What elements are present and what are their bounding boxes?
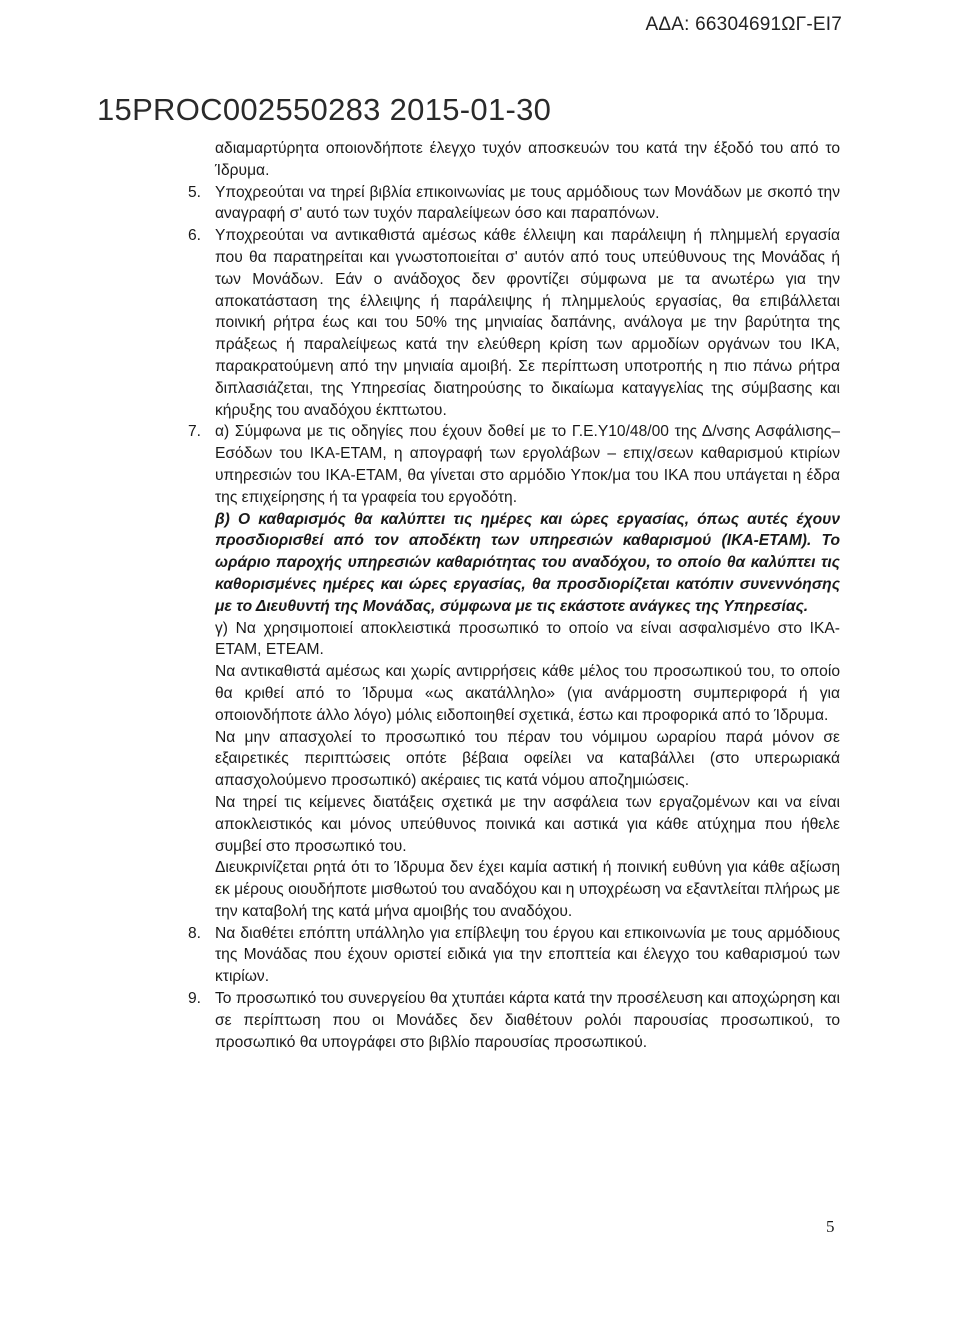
- item-number: 7.: [188, 423, 202, 441]
- intro-paragraph: αδιαμαρτύρητα οποιονδήποτε έλεγχο τυχόν αποσκευών του κατά την έξοδό του από το Ίδρυμα.: [215, 140, 840, 179]
- item-text: Υποχρεούται να αντικαθιστά αμέσως κάθε έλλειψη και παράλειψη ή πλημμελή εργασία που θα παρατηρείται και γνωστοποιείται σ' αυτόν από τους υπεύθυνους της Μονάδας ή των Μονάδων. Εάν ο ανάδοχος δεν φροντίζει σύμφωνα με τα ανωτέρω για την αποκατάσταση της έλλειψης ή παράλειψης ή πλημμελούς εργασίας, θα επιβάλλεται ποινική ρήτρα έως και του 50% της μηνιαίας δαπάνης, ανάλογα με την βαρύτητα της πράξεως ή παραλείψεως κατά την ελεύθερη κρίση των αρμοδίων οργάνων του ΙΚΑ, παρακρατούμενη από την μηνιαία αμοιβή. Σε περίπτωση υποτροπής η πιο πάνω ρήτρα διπλασιάζεται, της Υπηρεσίας διατηρούσης το δικαίωμα καταγγελίας της σύμβασης και κήρυξης του αναδόχου έκπτωτου.: [215, 227, 840, 419]
- document-body: [188, 138, 840, 1053]
- list-item-5: [188, 182, 840, 226]
- item-7-paragraph: Να μην απασχολεί το προσωπικό του πέραν του νόμιμου ωραρίου παρά μόνον σε εξαιρετικές περιπτώσεις οπότε βέβαια οφείλει να καταβάλλει (στο υπερωριακά απασχολούμενο προσωπικό) ακέραιες τις κατά νόμου αποζημιώσεις.: [215, 728, 840, 790]
- list-item-8: [188, 923, 840, 988]
- item-number: 8.: [188, 924, 202, 942]
- item-text: Να διαθέτει επόπτη υπάλληλο για επίβλεψη του έργου και επικοινωνία με τους αρμόδιους της Μονάδας που έχουν οριστεί ειδικά για την εποπτεία και έλεγχο του καθαρισμού των κτιρίων.: [215, 924, 840, 986]
- ada-code: ΑΔΑ: 66304691ΩΓ-ΕΙ7: [645, 14, 842, 35]
- item-number: 9.: [188, 990, 202, 1008]
- item-7-bold-paragraph: β) Ο καθαρισμός θα καλύπτει τις ημέρες και ώρες εργασίας, όπως αυτές έχουν προσδιορισθεί από τον αποδέκτη των υπηρεσιών καθαρισμού (ΙΚΑ-ΕΤΑΜ). Το ωράριο παροχής υπηρεσιών καθαριότητας του αναδόχου, το οποίο θα καλύπτει τις καθορισμένες ημέρες και ώρες εργασίας, θα προσδιορίζεται κατόπιν συνεννόησης με το Διευθυντή της Μονάδας, σύμφωνα με τις εκάστοτε ανάγκες της Υπηρεσίας.: [215, 510, 840, 615]
- item-7-paragraph: γ) Να χρησιμοποιεί αποκλειστικά προσωπικό το οποίο να είναι ασφαλισμένο στο ΙΚΑ-ΕΤΑΜ, ΕΤΕΑΜ.: [215, 619, 840, 659]
- item-text: α) Σύμφωνα με τις οδηγίες που έχουν δοθεί με το Γ.Ε.Υ10/48/00 της Δ/νσης Ασφάλισης–Εσόδων του ΙΚΑ-ΕΤΑΜ, η απογραφή των εργολάβων – επιχ/σεων καθαρισμού κτιρίων υπηρεσιών του ΙΚΑ-ΕΤΑΜ, θα γίνεται στο αρμόδιο Υποκ/μα του ΙΚΑ που υπάγεται η έδρα της επιχείρησης ή τα γραφεία του εργοδότη.: [215, 423, 840, 506]
- item-number: 5.: [188, 183, 202, 201]
- list-item-6: [188, 225, 840, 421]
- item-7-paragraph: Να τηρεί τις κείμενες διατάξεις σχετικά με την ασφάλεια των εργαζομένων και να είναι αποκλειστικός και μόνος υπεύθυνος ποινικά και αστικά για κάθε ατύχημα που ήθελε συμβεί στο προσωπικό του.: [215, 793, 840, 855]
- item-7-paragraph: Να αντικαθιστά αμέσως και χωρίς αντιρρήσεις κάθε μέλος του προσωπικού του, το οποίο θα κριθεί από το Ίδρυμα «ως ακατάλληλο» (για ανάρμοστη συμπεριφορά ή για οποιονδήποτε άλλο λόγο) μόλις ειδοποιηθεί σχετικά, έστω και προφορικά από το Ίδρυμα.: [215, 663, 840, 724]
- page-number: 5: [826, 1217, 835, 1236]
- item-text: Το προσωπικό του συνεργείου θα χτυπάει κάρτα κατά την προσέλευση και αποχώρηση και σε περίπτωση που οι Μονάδες δεν διαθέτουν ρολόι παρουσίας προσωπικού, το προσωπικό θα υπογράφει στο βιβλίο παρουσίας προσωπικού.: [215, 990, 840, 1051]
- item-7-paragraph: Διευκρινίζεται ρητά ότι το Ίδρυμα δεν έχει καμία αστική ή ποινική ευθύνη για κάθε αξίωση εκ μέρους οιουδήποτε μισθωτού του αναδόχου και η υποχρέωση να εξαντλείται πλήρως με την καταβολή της κατά μήνα αμοιβής του αναδόχου.: [215, 859, 840, 920]
- item-number: 6.: [188, 227, 202, 245]
- list-item-7: [188, 421, 840, 922]
- list-item-9: [188, 988, 840, 1053]
- document-id: 15PROC002550283 2015-01-30: [97, 92, 552, 127]
- item-text: Υποχρεούται να τηρεί βιβλία επικοινωνίας με τους αρμόδιους των Μονάδων με σκοπό την αναγραφή σ' αυτό των τυχόν παραλείψεων όσο και παραπόνων.: [215, 183, 840, 223]
